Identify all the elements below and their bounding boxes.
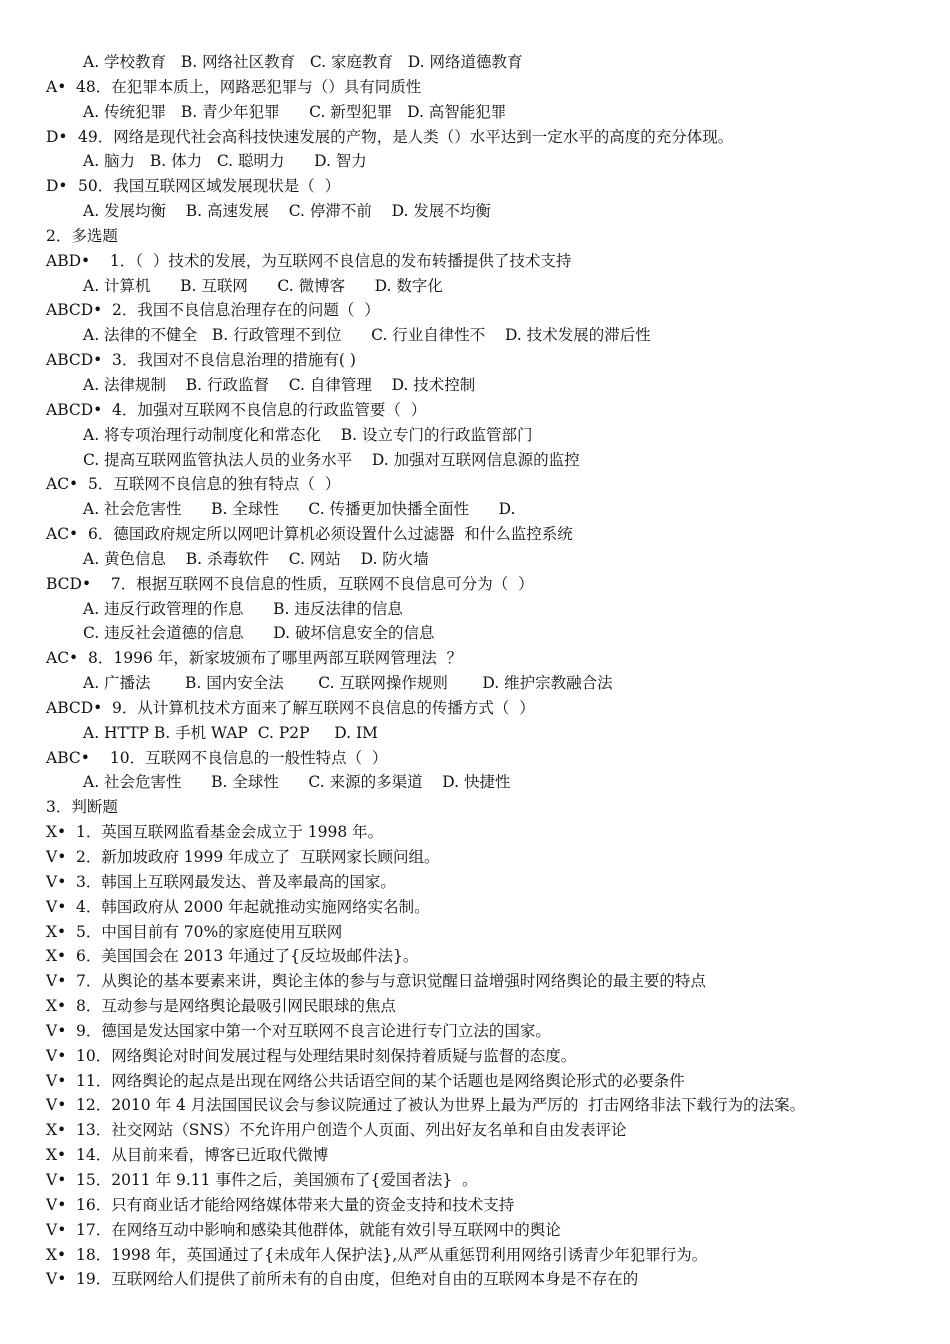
question-line [0,125,950,150]
question-text: 48．在犯罪本质上，网路恶犯罪与（）具有同质性 [76,77,422,96]
options-line: A. 发展均衡 B. 高速发展 C. 停滞不前 D. 发展不均衡 [83,202,491,221]
question-line [0,870,950,895]
answer-key: X• [46,1245,67,1264]
options-line: A. 法律规制 B. 行政监督 C. 自律管理 D. 技术控制 [83,375,476,394]
question-line [0,646,950,671]
question-text: 7．从舆论的基本要素来讲，舆论主体的参与与意识觉醒日益增强时网络舆论的最主要的特点 [76,972,706,991]
options-line: A. 黄色信息 B. 杀毒软件 C. 网站 D. 防火墙 [83,549,429,568]
question-line [0,572,950,597]
answer-key: ABD• [46,251,91,270]
question-text: 49．网络是现代社会高科技快速发展的产物，是人类（）水平达到一定水平的高度的充分体现。 [78,127,734,146]
question-line [0,696,950,721]
question-line [0,1019,950,1044]
question-line [0,1143,950,1168]
question-text: 3．我国对不良信息治理的措施有( ) [112,351,356,370]
question-line [0,1243,950,1268]
question-text: 11．网络舆论的起点是出现在网络公共话语空间的某个话题也是网络舆论形式的必要条件 [76,1071,685,1090]
question-line [0,920,950,945]
answer-key: AC• [46,525,79,544]
question-text: 10．互联网不良信息的一般性特点（ ） [100,748,388,767]
question-text: 16．只有商业话才能给网络媒体带来大量的资金支持和技术支持 [76,1195,515,1214]
answer-key: AC• [46,649,79,668]
answer-key: ABCD• [46,301,103,320]
answer-key: X• [46,1146,67,1165]
answer-key: V• [46,848,67,866]
question-line [0,895,950,920]
question-text: 13．社交网站（SNS）不允许用户创造个人页面、列出好友名单和自由发表评论 [76,1121,627,1140]
options-line: A. 违反行政管理的作息 B. 违反法律的信息 [83,599,403,618]
document-page [0,50,950,1292]
section-heading: 2．多选题 [46,226,118,245]
answer-key: V• [46,1195,67,1214]
question-line [0,1218,950,1243]
section-heading: 3．判断题 [46,798,118,817]
question-text: 9．从计算机技术方面来了解互联网不良信息的传播方式（ ） [112,698,535,717]
question-text: 8．1996 年，新家坡颁布了哪里两部互联网管理法 ？ [88,649,463,668]
question-text: 6．德国政府规定所以网吧计算机必须设置什么过滤器 和什么监控系统 [88,525,573,544]
question-line [0,1193,950,1218]
question-text: 2．新加坡政府 1999 年成立了 互联网家长顾问组。 [76,848,440,866]
question-line [0,522,950,547]
answer-key: V• [46,897,67,916]
question-line [0,994,950,1019]
question-text: 19．互联网给人们提供了前所未有的自由度，但绝对自由的互联网本身是不存在的 [76,1270,639,1289]
options-line: A. 传统犯罪 B. 青少年犯罪 C. 新型犯罪 D. 高智能犯罪 [83,102,507,121]
question-line [0,845,950,870]
answer-key: BCD• [46,574,92,593]
options-line: A. 法律的不健全 B. 行政管理不到位 C. 行业自律性不 D. 技术发展的滞后性 [83,326,651,345]
question-line [0,1168,950,1193]
answer-key: ABCD• [46,400,103,419]
question-text: 17．在网络互动中影响和感染其他群体，就能有效引导互联网中的舆论 [76,1220,561,1239]
answer-key: X• [46,1121,67,1140]
answer-key: V• [46,1220,67,1239]
answer-key: X• [46,823,67,842]
question-text: 8．互动参与是网络舆论最吸引网民眼球的焦点 [76,997,396,1016]
question-line [0,1267,950,1292]
question-text: 12．2010 年 4 月法国国民议会与参议院通过了被认为世界上最为严厉的 打击网络非法下载行为的法案。 [76,1096,806,1115]
options-line: A. 社会危害性 B. 全球性 C. 传播更加快播全面性 D. [83,500,516,519]
answer-key: V• [46,972,67,991]
options-line: A. 社会危害性 B. 全球性 C. 来源的多渠道 D. 快捷性 [83,773,511,792]
question-text: 5．互联网不良信息的独有特点（ ） [88,475,341,494]
answer-key: V• [46,1071,67,1090]
answer-key: V• [46,1021,67,1040]
question-line [0,820,950,845]
question-text: 1．（ ）技术的发展，为互联网不良信息的发布转播提供了技术支持 [100,251,572,270]
question-line [0,348,950,373]
question-text: 5．中国目前有 70%的家庭使用互联网 [76,922,343,941]
question-line [0,1093,950,1118]
question-text: 14．从目前来看，博客已近取代微博 [76,1146,329,1165]
question-line [0,1118,950,1143]
answer-key: A• [46,77,67,96]
question-line [0,249,950,274]
options-line: C. 提高互联网监管执法人员的业务水平 D. 加强对互联网信息源的监控 [83,450,580,469]
answer-key: V• [46,1096,67,1115]
question-text: 7．根据互联网不良信息的性质，互联网不良信息可分为（ ） [101,574,534,593]
question-line [0,1069,950,1094]
question-line [0,944,950,969]
answer-key: X• [46,997,67,1016]
answer-key: V• [46,872,67,891]
answer-key: X• [46,947,67,966]
question-line [0,1044,950,1069]
question-line [0,174,950,199]
answer-key: AC• [46,475,79,494]
question-text: 15．2011 年 9.11 事件之后，美国颁布了{爱国者法} 。 [76,1170,478,1189]
answer-key: D• [46,177,68,196]
question-line [0,472,950,497]
question-line [0,298,950,323]
answer-key: V• [46,1170,67,1189]
question-line [0,969,950,994]
question-text: 1．英国互联网监看基金会成立于 1998 年。 [76,823,384,842]
question-line [0,75,950,100]
question-line [0,398,950,423]
question-line [0,746,950,771]
answer-key: ABCD• [46,698,103,717]
options-line: A. 广播法 B. 国内安全法 C. 互联网操作规则 D. 维护宗教融合法 [83,674,613,693]
options-line: A. 计算机 B. 互联网 C. 微博客 D. 数字化 [83,276,443,295]
question-text: 9．德国是发达国家中第一个对互联网不良言论进行专门立法的国家。 [76,1021,551,1040]
options-line: A. 将专项治理行动制度化和常态化 B. 设立专门的行政监管部门 [83,425,533,444]
question-text: 10．网络舆论对时间发展过程与处理结果时刻保持着质疑与监督的态度。 [76,1046,577,1065]
options-line: A. 脑力 B. 体力 C. 聪明力 D. 智力 [83,152,367,171]
answer-key: V• [46,1046,67,1065]
answer-key: ABCD• [46,351,103,370]
answer-key: D• [46,127,68,146]
question-text: 50．我国互联网区域发展现状是（ ） [78,177,341,196]
options-line: A. 学校教育 B. 网络社区教育 C. 家庭教育 D. 网络道德教育 [83,53,523,71]
question-text: 18．1998 年，英国通过了{未成年人保护法},从严从重惩罚利用网络引诱青少年犯罪行为。 [76,1245,708,1264]
answer-key: X• [46,922,67,941]
question-text: 4．加强对互联网不良信息的行政监管要（ ） [112,400,427,419]
question-text: 3．韩国上互联网最发达、普及率最高的国家。 [76,872,396,891]
answer-key: V• [46,1270,67,1289]
question-text: 4．韩国政府从 2000 年起就推动实施网络实名制。 [76,897,430,916]
question-text: 6．美国国会在 2013 年通过了{反垃圾邮件法}。 [76,947,419,966]
options-line: C. 违反社会道德的信息 D. 破坏信息安全的信息 [83,624,435,643]
question-text: 2．我国不良信息治理存在的问题（ ） [112,301,380,320]
answer-key: ABC• [46,748,90,767]
options-line: A. HTTP B. 手机 WAP C. P2P D. IM [83,723,378,742]
